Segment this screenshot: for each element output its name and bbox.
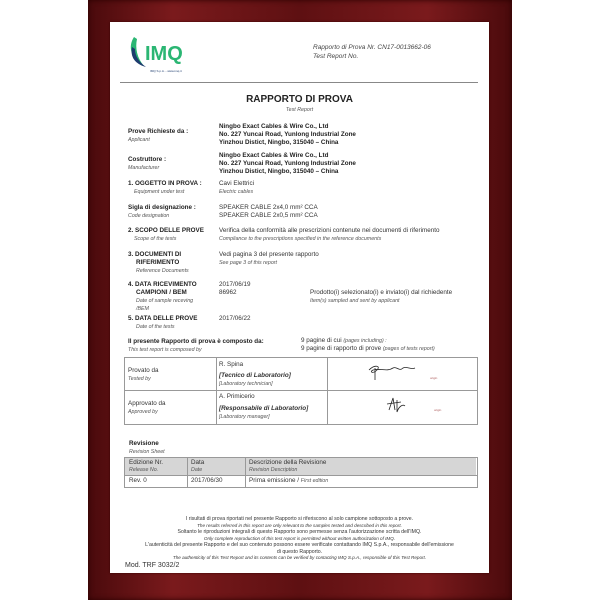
revision-release: Rev. 0 <box>129 477 147 484</box>
col-divider <box>216 357 217 424</box>
approver-stamp: origin <box>434 408 442 412</box>
tester-name: R. Spina <box>219 361 244 368</box>
approver-name: A. Primicerio <box>219 393 255 400</box>
revision-desc-en: First edition <box>300 478 329 484</box>
header-description: Descrizione della Revisione <box>249 459 327 466</box>
tester-signature-icon <box>367 362 417 382</box>
composition-line1-it: 9 pagine di cui <box>301 337 342 344</box>
row-divider <box>124 390 477 391</box>
imq-logo <box>128 36 198 80</box>
test-date-value: 2017/06/22 <box>219 315 251 322</box>
col-divider <box>187 457 188 487</box>
approver-title-en: [Laboratory manager] <box>219 414 270 420</box>
receipt-bem: 86962 <box>219 289 237 296</box>
scope-label: 2. SCOPO DELLE PROVE <box>128 227 204 234</box>
applicant-line: Yinzhou Distict, Ningbo, 315040 – China <box>219 139 339 146</box>
col-divider <box>245 457 246 487</box>
applicant-label: Prove Richieste da : <box>128 128 189 135</box>
test-date-label-en: Date of the tests <box>136 324 175 330</box>
composition-label-en: This test report is composed by <box>128 347 202 353</box>
footer-line: di questo Rapporto. <box>276 548 323 555</box>
manufacturer-line: No. 227 Yuncai Road, Yunlong Industrial Zone <box>219 160 356 167</box>
composition-line1 <box>301 337 387 345</box>
receipt-label-en: /BEM <box>136 306 149 312</box>
approver-signature-icon <box>385 396 407 414</box>
references-label: RIFERIMENTO <box>136 259 180 266</box>
references-value-en: See page 3 of this report <box>219 260 278 266</box>
revision-description <box>249 477 328 485</box>
references-value: Vedi pagina 3 del presente rapporto <box>219 251 319 258</box>
scope-value: Verifica della conformità alle prescrizioni contenute nei documenti di riferimento <box>219 227 440 234</box>
applicant-line: Ningbo Exact Cables & Wire Co., Ltd <box>219 123 329 130</box>
tested-by-label-en: Tested by <box>128 376 151 382</box>
header-date-en: Date <box>191 467 203 473</box>
composition-line2 <box>301 345 435 353</box>
manufacturer-line: Ningbo Exact Cables & Wire Co., Ltd <box>219 152 329 159</box>
approved-by-label-en: Approved by <box>128 409 158 415</box>
composition-line2-en: (pages of tests report) <box>382 346 435 352</box>
references-label-en: Reference Documents <box>136 268 189 274</box>
receipt-label: CAMPIONI / BEM <box>136 289 187 296</box>
header-description-en: Revision Description <box>249 467 298 473</box>
footer-line: The authenticity of this Test Report and its contents can be verified by contacting IMQ S.p.A., responsible of this Test Report. <box>172 555 427 560</box>
row-divider <box>124 475 477 476</box>
header-date: Data <box>191 459 205 466</box>
composition-line2-it: 9 pagine di rapporto di prove <box>301 345 382 352</box>
page-subtitle: Test Report <box>285 107 314 113</box>
scope-value-en: Compliance to the prescriptions specified in the reference documents <box>219 236 382 242</box>
tester-title-en: [Laboratory technician] <box>219 381 273 387</box>
test-date-label: 5. DATA DELLE PROVE <box>128 315 198 322</box>
revision-desc-it: Prima emissione / <box>249 477 301 484</box>
report-number-en: Test Report No. <box>313 53 359 60</box>
applicant-line: No. 227 Yuncai Road, Yunlong Industrial Zone <box>219 131 356 138</box>
footer-line: I risultati di prova riportati nel presente Rapporto si riferiscono al solo campione sottoposto a prove. <box>185 516 414 522</box>
equipment-label-en: Equipment under test <box>134 189 185 195</box>
footer-line: Soltanto le riproduzioni integrali di questo Rapporto sono permesse senza l'autorizzazione scritta dell'IMQ. <box>177 529 422 535</box>
revision-date: 2017/06/30 <box>191 477 223 484</box>
applicant-label-en: Applicant <box>128 137 150 143</box>
footer-line: The results referred in this report are only relevant to the samples tested and described in this report. <box>197 522 402 528</box>
revision-title: Revisione <box>129 440 159 447</box>
page-title: RAPPORTO DI PROVA <box>246 94 353 105</box>
equipment-label: 1. OGGETTO IN PROVA : <box>128 180 202 187</box>
designation-value: SPEAKER CABLE 2x4,0 mm² CCA <box>219 204 318 211</box>
manufacturer-label-en: Manufacturer <box>128 165 160 171</box>
scope-label-en: Scope of the tests <box>134 236 177 242</box>
designation-value: SPEAKER CABLE 2x0,5 mm² CCA <box>219 212 318 219</box>
footer-line: Only complete reproduction of this test report is permitted without written authorization of IMQ. <box>203 535 396 541</box>
designation-label-en: Code designation <box>128 213 170 219</box>
svg-text:IMQ: IMQ <box>145 43 183 65</box>
references-label: 3. DOCUMENTI DI <box>128 251 182 258</box>
form-model: Mod. TRF 3032/2 <box>125 562 180 569</box>
composition-label: Il presente Rapporto di prova è composto da: <box>128 338 264 345</box>
imq-swoosh-icon <box>128 36 198 68</box>
tester-stamp: origin <box>430 376 438 380</box>
signature-table <box>124 357 478 425</box>
footer-line: L'autenticità del presente Rapporto e del suo contenuto possono essere verificate contattando IMQ S.p.A., responsabile dell'emissione <box>145 542 454 548</box>
logo-tagline: IMQ S.p.A. - www.imq.it <box>150 69 182 73</box>
composition-line1-en: (pages including) : <box>343 338 387 344</box>
tester-title: [Tecnico di Laboratorio] <box>219 372 291 379</box>
header-divider <box>120 82 478 83</box>
receipt-label-en: Date of sample receving <box>136 298 194 304</box>
receipt-note: Prodotto(i) selezionato(i) e inviato(i) dal richiedente <box>310 289 453 296</box>
equipment-value: Cavi Elettrici <box>219 180 254 187</box>
revision-title-en: Revision Sheet <box>129 449 165 455</box>
receipt-note-en: Item(s) sampled and sent by applicant <box>310 298 400 304</box>
report-number: Rapporto di Prova Nr. CN17-0013662-06 <box>313 44 431 51</box>
manufacturer-line: Yinzhou Distict, Ningbo, 315040 – China <box>219 168 339 175</box>
equipment-value-en: Electric cables <box>219 189 254 195</box>
header-release: Edizione Nr. <box>129 459 163 466</box>
manufacturer-label: Costruttore : <box>128 156 167 163</box>
col-divider <box>327 357 328 424</box>
receipt-date: 2017/06/19 <box>219 281 251 288</box>
tested-by-label: Provato da <box>128 367 159 374</box>
approved-by-label: Approvato da <box>128 400 166 407</box>
receipt-label: 4. DATA RICEVIMENTO <box>128 281 197 288</box>
header-release-en: Release No. <box>129 467 159 473</box>
approver-title: [Responsabile di Laboratorio] <box>219 405 309 412</box>
designation-label: Sigla di designazione : <box>128 204 196 211</box>
